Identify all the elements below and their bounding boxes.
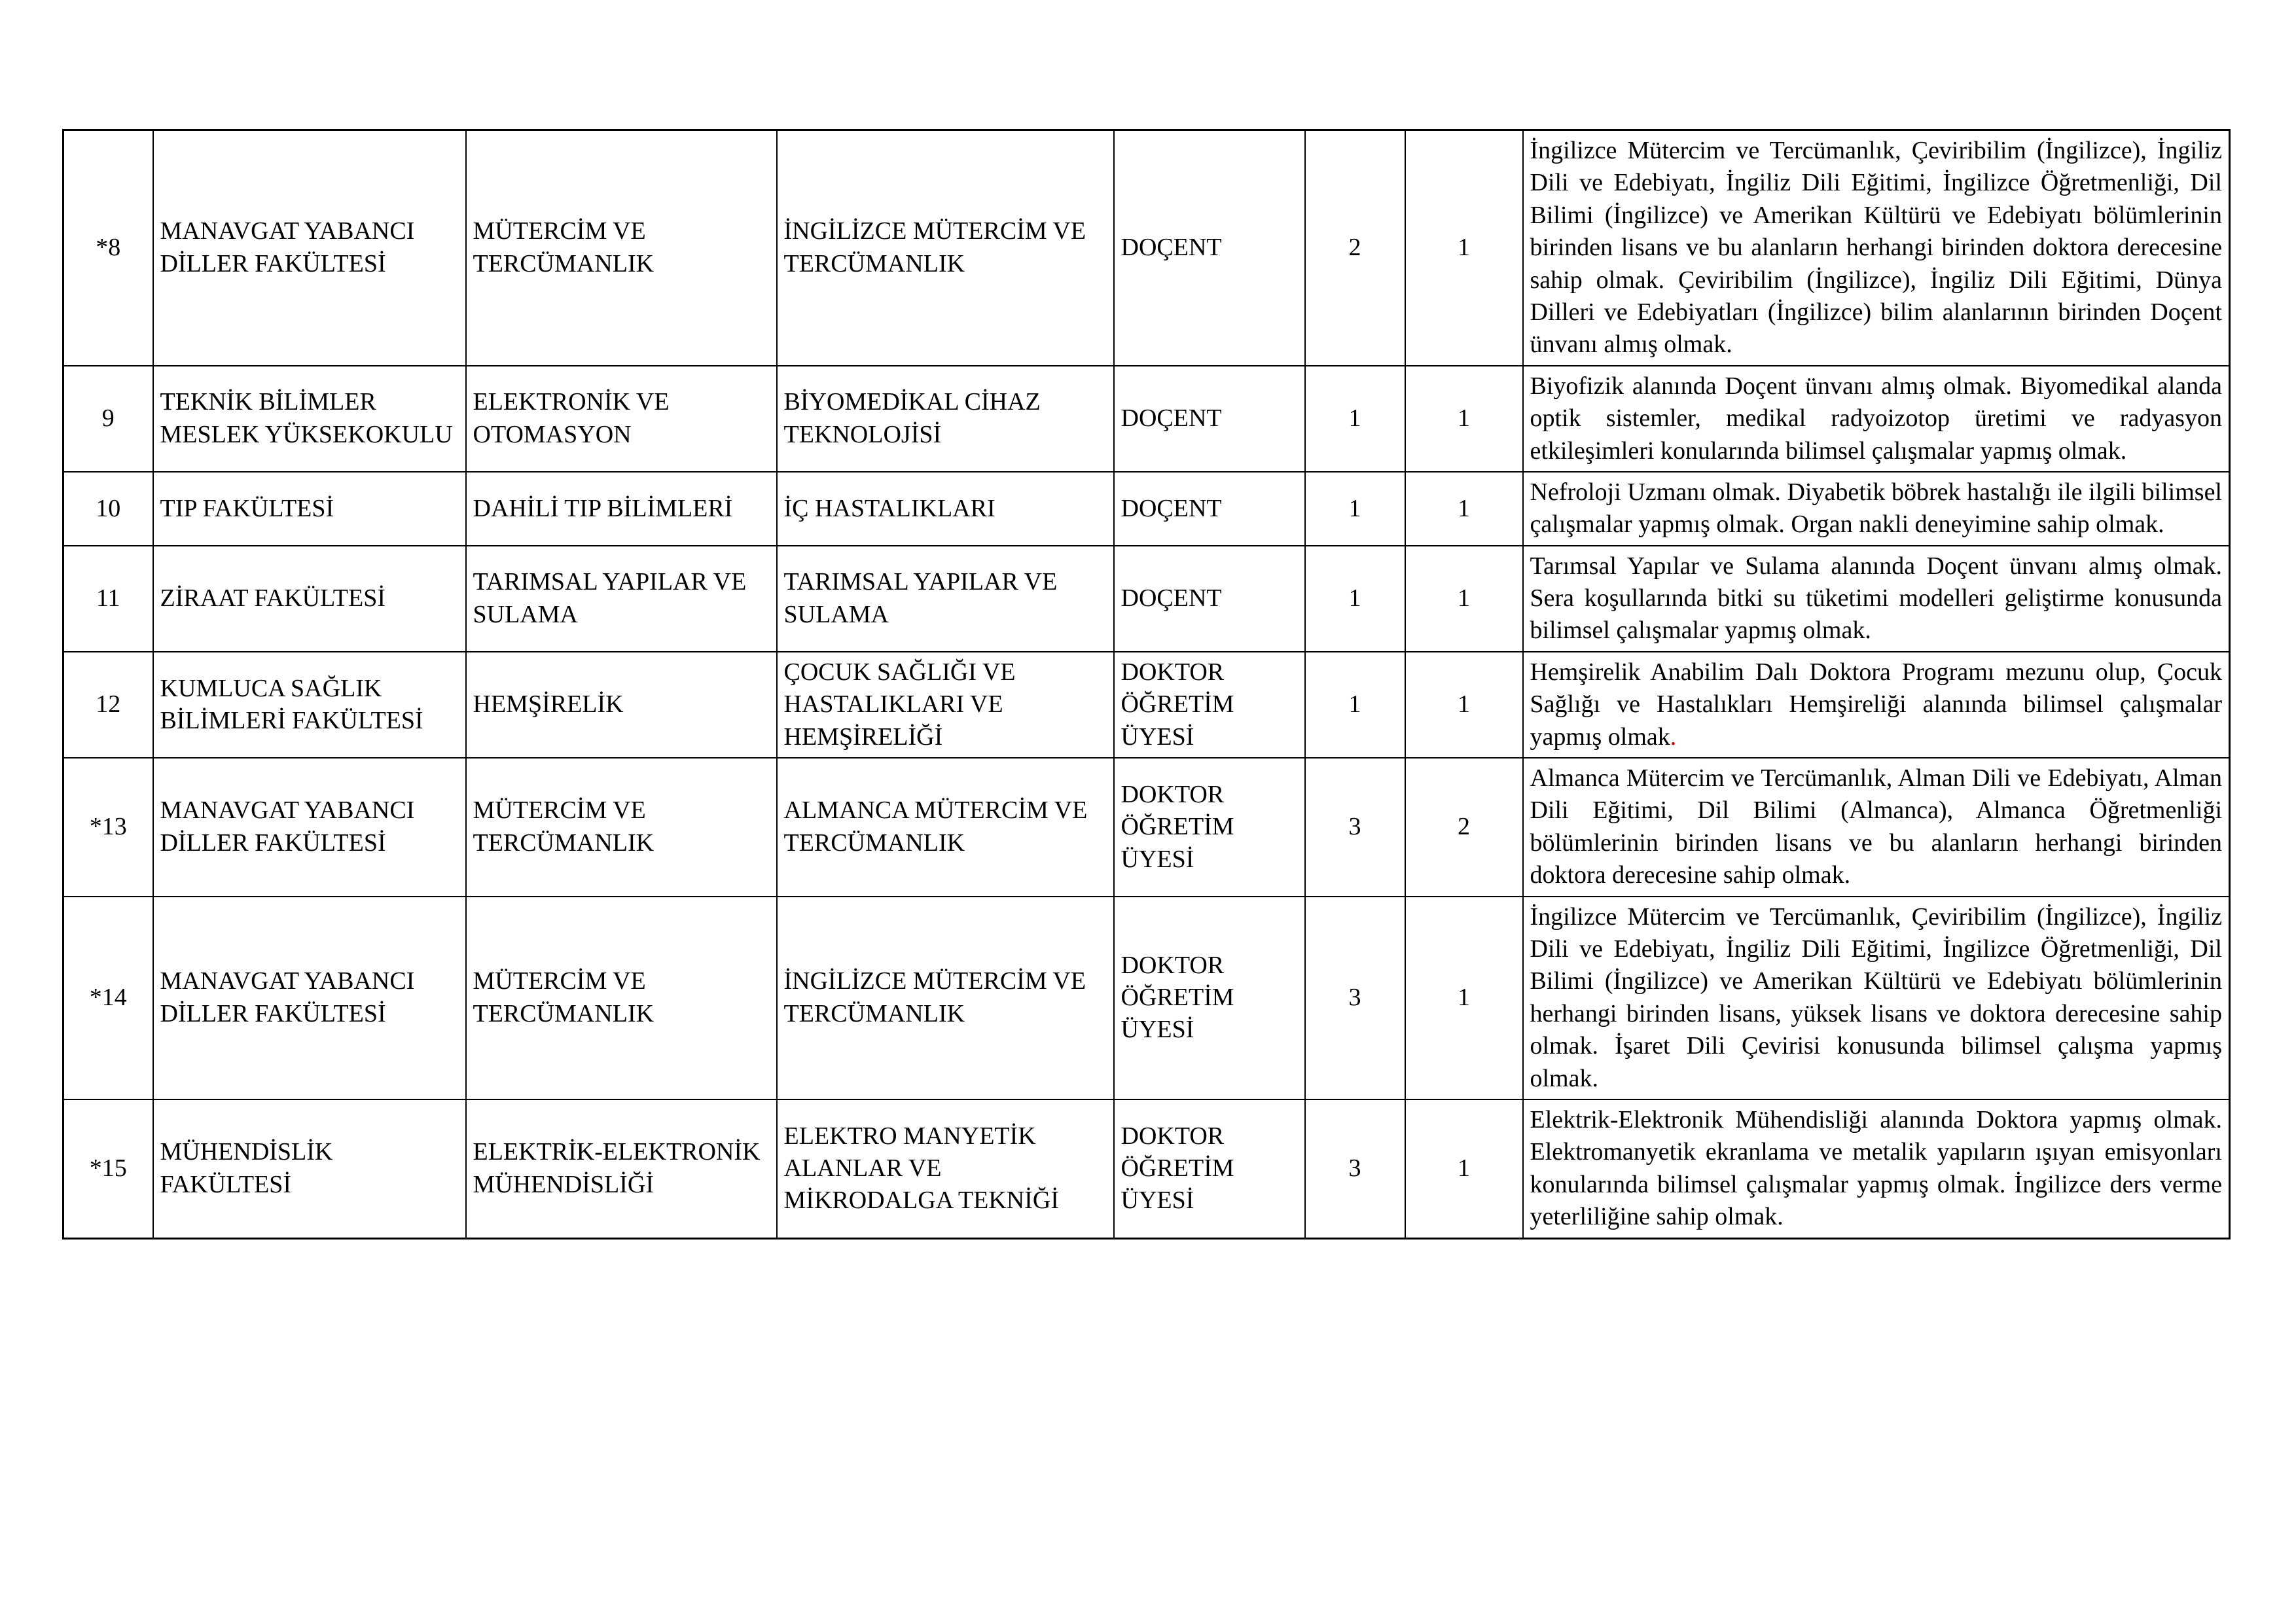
- cell-unvan: DOÇENT: [1114, 546, 1305, 652]
- cell-derece: 1: [1305, 652, 1405, 758]
- cell-derece: 2: [1305, 130, 1405, 366]
- cell-adet: 1: [1405, 546, 1523, 652]
- table-row: [63, 546, 2230, 652]
- cell-aciklama: Elektrik-Elektronik Mühendisliği alanında Doktora yapmış olmak. Elektromanyetik ekranlama ve metalik yapıların ışıyan emisyonları konularında bilimsel çalışmalar yapmış olmak. İngilizce ders verme yeterliliğine sahip olmak.: [1523, 1099, 2230, 1238]
- cell-adet: 1: [1405, 652, 1523, 758]
- cell-sira-no: *15: [63, 1099, 153, 1238]
- cell-derece: 3: [1305, 897, 1405, 1099]
- cell-bolum: MÜTERCİM VE TERCÜMANLIK: [466, 130, 777, 366]
- table-row: [63, 472, 2230, 546]
- cell-anabilim-dali: ALMANCA MÜTERCİM VE TERCÜMANLIK: [777, 758, 1114, 897]
- cell-birim: TIP FAKÜLTESİ: [153, 472, 466, 546]
- cell-derece: 1: [1305, 472, 1405, 546]
- cell-aciklama: İngilizce Mütercim ve Tercümanlık, Çeviribilim (İngilizce), İngiliz Dili ve Edebiyatı, İngiliz Dili Eğitimi, İngilizce Öğretmenliği, Dil Bilimi (İngilizce) ve Amerikan Kültürü ve Edebiyatı bölümlerinin birinden lisans ve bu alanların herhangi birinden doktora derecesine sahip olmak. Çeviribilim (İngilizce), İngiliz Dili Eğitimi, Dünya Dilleri ve Edebiyatları (İngilizce) bilim alanlarının birinden Doçent ünvanı almış olmak.: [1523, 130, 2230, 366]
- cell-sira-no: *13: [63, 758, 153, 897]
- cell-sira-no: *8: [63, 130, 153, 366]
- cell-unvan: DOKTOR ÖĞRETİM ÜYESİ: [1114, 1099, 1305, 1238]
- cell-anabilim-dali: ÇOCUK SAĞLIĞI VE HASTALIKLARI VE HEMŞİRELİĞİ: [777, 652, 1114, 758]
- cell-adet: 1: [1405, 897, 1523, 1099]
- cell-aciklama: [1523, 652, 2230, 758]
- cell-anabilim-dali: İÇ HASTALIKLARI: [777, 472, 1114, 546]
- cell-birim: TEKNİK BİLİMLER MESLEK YÜKSEKOKULU: [153, 366, 466, 472]
- cell-adet: 1: [1405, 472, 1523, 546]
- cell-unvan: DOKTOR ÖĞRETİM ÜYESİ: [1114, 897, 1305, 1099]
- cell-aciklama: İngilizce Mütercim ve Tercümanlık, Çeviribilim (İngilizce), İngiliz Dili ve Edebiyatı, İngiliz Dili Eğitimi, İngilizce Öğretmenliği, Dil Bilimi (İngilizce) ve Amerikan Kültürü ve Edebiyatı bölümlerinin herhangi birinden lisans, yüksek lisans ve doktora derecesine sahip olmak. İşaret Dili Çevirisi konusunda bilimsel çalışma yapmış olmak.: [1523, 897, 2230, 1099]
- academic-positions-table: [62, 129, 2231, 1240]
- cell-anabilim-dali: TARIMSAL YAPILAR VE SULAMA: [777, 546, 1114, 652]
- cell-birim: MANAVGAT YABANCI DİLLER FAKÜLTESİ: [153, 758, 466, 897]
- cell-birim: MANAVGAT YABANCI DİLLER FAKÜLTESİ: [153, 130, 466, 366]
- cell-bolum: DAHİLİ TIP BİLİMLERİ: [466, 472, 777, 546]
- cell-unvan: DOKTOR ÖĞRETİM ÜYESİ: [1114, 652, 1305, 758]
- cell-derece: 3: [1305, 758, 1405, 897]
- cell-bolum: MÜTERCİM VE TERCÜMANLIK: [466, 897, 777, 1099]
- cell-aciklama: Tarımsal Yapılar ve Sulama alanında Doçent ünvanı almış olmak. Sera koşullarında bitki su tüketimi modelleri geliştirme konusunda bilimsel çalışmalar yapmış olmak.: [1523, 546, 2230, 652]
- cell-sira-no: 12: [63, 652, 153, 758]
- cell-sira-no: *14: [63, 897, 153, 1099]
- table-row: [63, 652, 2230, 758]
- aciklama-text: Hemşirelik Anabilim Dalı Doktora Programı mezunu olup, Çocuk Sağlığı ve Hastalıkları Hemşireliği alanında bilimsel çalışmalar yapmış olmak: [1530, 658, 2222, 751]
- table-row: [63, 758, 2230, 897]
- cell-unvan: DOÇENT: [1114, 366, 1305, 472]
- cell-bolum: MÜTERCİM VE TERCÜMANLIK: [466, 758, 777, 897]
- cell-adet: 2: [1405, 758, 1523, 897]
- cell-sira-no: 9: [63, 366, 153, 472]
- cell-birim: ZİRAAT FAKÜLTESİ: [153, 546, 466, 652]
- cell-derece: 1: [1305, 366, 1405, 472]
- cell-adet: 1: [1405, 130, 1523, 366]
- cell-aciklama: Biyofizik alanında Doçent ünvanı almış olmak. Biyomedikal alanda optik sistemler, medikal radyoizotop üretimi ve radyasyon etkileşimleri konularında bilimsel çalışmalar yapmış olmak.: [1523, 366, 2230, 472]
- cell-anabilim-dali: BİYOMEDİKAL CİHAZ TEKNOLOJİSİ: [777, 366, 1114, 472]
- cell-unvan: DOÇENT: [1114, 130, 1305, 366]
- aciklama-trailing-punctuation: .: [1670, 722, 1677, 751]
- cell-unvan: DOKTOR ÖĞRETİM ÜYESİ: [1114, 758, 1305, 897]
- cell-aciklama: Nefroloji Uzmanı olmak. Diyabetik böbrek hastalığı ile ilgili bilimsel çalışmalar yapmış olmak. Organ nakli deneyimine sahip olmak.: [1523, 472, 2230, 546]
- cell-bolum: ELEKTRONİK VE OTOMASYON: [466, 366, 777, 472]
- cell-sira-no: 10: [63, 472, 153, 546]
- cell-adet: 1: [1405, 366, 1523, 472]
- cell-bolum: ELEKTRİK-ELEKTRONİK MÜHENDİSLİĞİ: [466, 1099, 777, 1238]
- table-row: [63, 1099, 2230, 1238]
- cell-birim: MÜHENDİSLİK FAKÜLTESİ: [153, 1099, 466, 1238]
- cell-derece: 1: [1305, 546, 1405, 652]
- table-body: [63, 130, 2230, 1239]
- cell-adet: 1: [1405, 1099, 1523, 1238]
- table-row: [63, 366, 2230, 472]
- cell-birim: KUMLUCA SAĞLIK BİLİMLERİ FAKÜLTESİ: [153, 652, 466, 758]
- cell-birim: MANAVGAT YABANCI DİLLER FAKÜLTESİ: [153, 897, 466, 1099]
- cell-sira-no: 11: [63, 546, 153, 652]
- cell-bolum: HEMŞİRELİK: [466, 652, 777, 758]
- cell-anabilim-dali: İNGİLİZCE MÜTERCİM VE TERCÜMANLIK: [777, 130, 1114, 366]
- table-row: [63, 897, 2230, 1099]
- cell-bolum: TARIMSAL YAPILAR VE SULAMA: [466, 546, 777, 652]
- cell-anabilim-dali: ELEKTRO MANYETİK ALANLAR VE MİKRODALGA TEKNİĞİ: [777, 1099, 1114, 1238]
- cell-derece: 3: [1305, 1099, 1405, 1238]
- cell-anabilim-dali: İNGİLİZCE MÜTERCİM VE TERCÜMANLIK: [777, 897, 1114, 1099]
- table-row: [63, 130, 2230, 366]
- cell-aciklama: Almanca Mütercim ve Tercümanlık, Alman Dili ve Edebiyatı, Alman Dili Eğitimi, Dil Bilimi (Almanca), Almanca Öğretmenliği bölümlerinin birinden lisans ve bu alanların herhangi birinden doktora derecesine sahip olmak.: [1523, 758, 2230, 897]
- cell-unvan: DOÇENT: [1114, 472, 1305, 546]
